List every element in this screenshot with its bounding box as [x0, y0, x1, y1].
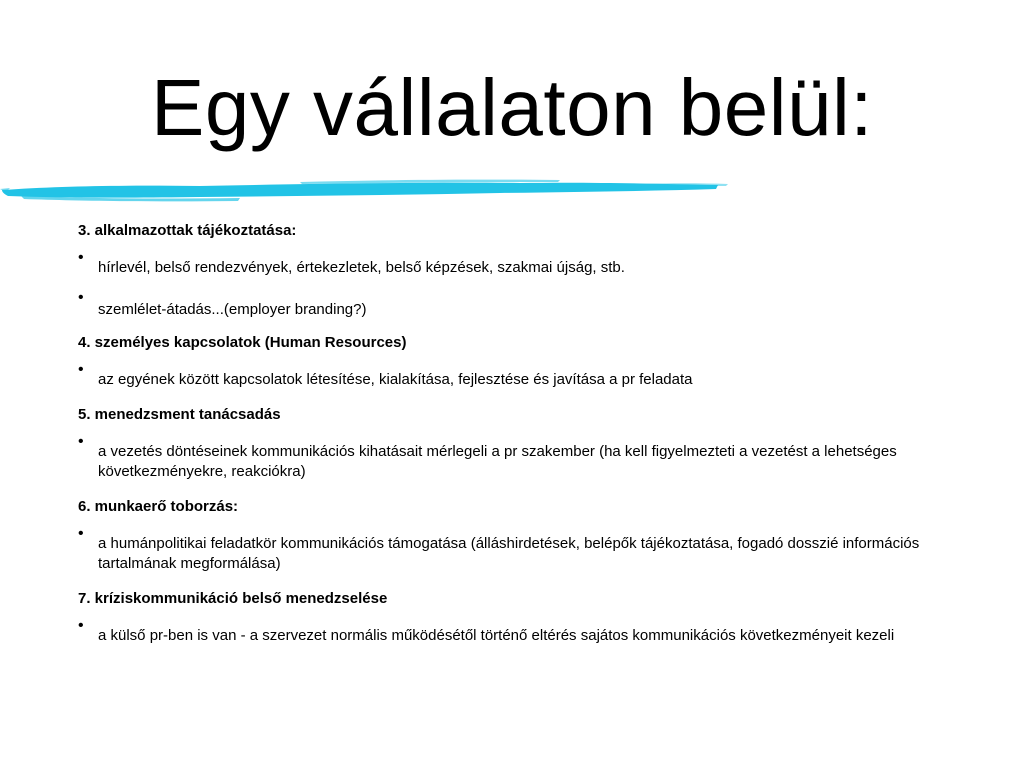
list-item-text: a külső pr-ben is van - a szervezet normális működésétől történő eltérés sajátos kommunikációs következményeit kezeli: [98, 627, 895, 644]
section-heading: 5. menedzsment tanácsadás: [78, 406, 281, 423]
section-kriziskommunikacio: [78, 584, 958, 656]
section-heading: 4. személyes kapcsolatok (Human Resources): [78, 334, 407, 351]
list-item: [78, 288, 958, 328]
section-menedzsment-tanacsadas: [78, 400, 958, 492]
list-item: [78, 360, 958, 400]
bullet-icon: •: [78, 249, 84, 266]
bullet-icon: •: [78, 289, 84, 306]
list-item: [78, 248, 958, 288]
slide-content: [78, 216, 958, 656]
section-munkaero-toborzas: [78, 492, 958, 584]
list-item-text: szemlélet-átadás...(employer branding?): [98, 301, 367, 318]
list-item-text: hírlevél, belső rendezvények, értekezletek, belső képzések, szakmai újság, stb.: [98, 259, 625, 276]
list-item: [78, 616, 958, 656]
brush-stroke-divider: [0, 176, 730, 206]
section-heading: 7. kríziskommunikáció belső menedzselése: [78, 590, 388, 607]
section-heading: 6. munkaerő toborzás:: [78, 498, 239, 515]
section-alkalmazottak: [78, 216, 958, 328]
list-item: [78, 524, 958, 584]
list-item: [78, 432, 958, 492]
section-heading: 3. alkalmazottak tájékoztatása:: [78, 222, 297, 239]
bullet-icon: •: [78, 525, 84, 542]
list-item-text: a vezetés döntéseinek kommunikációs kihatásait mérlegeli a pr szakember (ha kell figyelmezteti a vezetést a lehetséges következményekre, reakciókra): [98, 443, 897, 480]
list-item-text: a humánpolitikai feladatkör kommunikációs támogatása (álláshirdetések, belépők tájékoztatása, fogadó dosszié információs tartalmának megformálása): [98, 535, 920, 572]
slide-title: Egy vállalaton belül:: [150, 63, 874, 152]
list-item-text: az egyének között kapcsolatok létesítése, kialakítása, fejlesztése és javítása a pr feladata: [98, 371, 693, 388]
section-szemelyes-kapcsolatok: [78, 328, 958, 400]
bullet-icon: •: [78, 433, 84, 450]
bullet-icon: •: [78, 361, 84, 378]
bullet-icon: •: [78, 617, 84, 634]
